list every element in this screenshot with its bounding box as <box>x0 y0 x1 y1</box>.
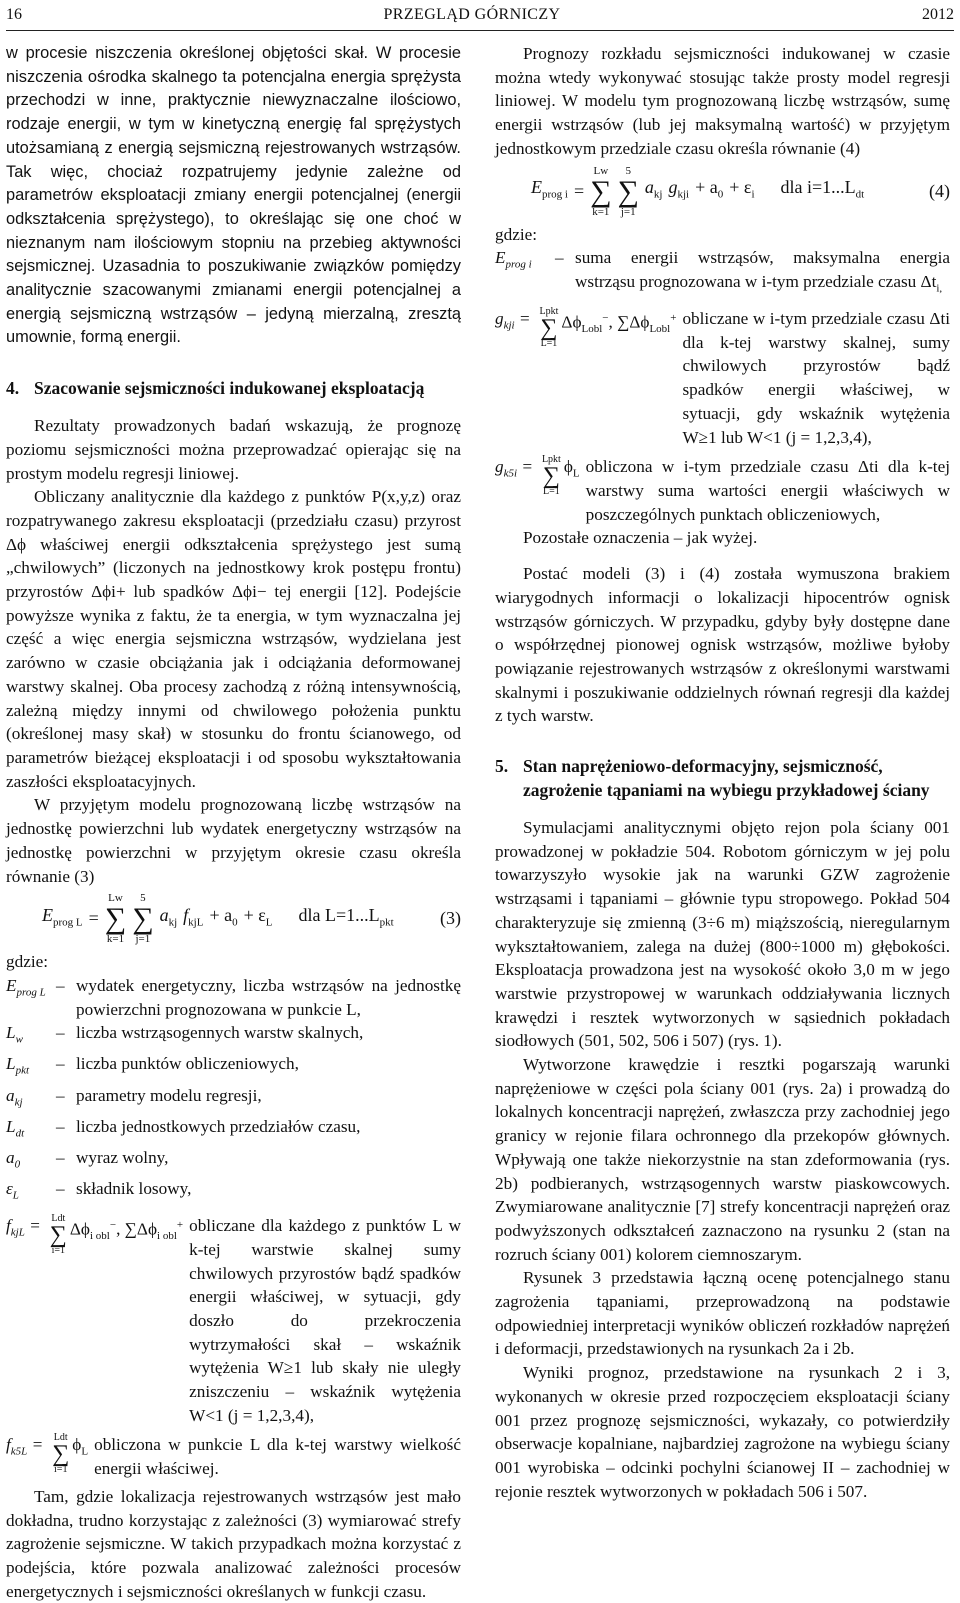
paragraph: Postać modeli (3) i (4) została wymuszona brakiem wiarygodnych informacji o lokalizacji hipocentrów ognisk wstrząsów górniczych. W przypadku, gdyby były dostępne dane o współrzędnej pionowej ognisk wstrząsów, możliwe byłoby powiązanie rejestrowanych wstrząsów z określonymi warstwami skalnymi i poszukiwanie oddzielnych równań regresji dla każdej z tych warstw. <box>495 564 950 726</box>
definition-item-fkjl: $f_{kjL}$ = Ldt ∑ i=1 $\Delta\phi_{i obl}^-$, $\sum\Delta\phi_{i obl}^+$ obliczane dla każdego z punktów L w k-tej warstwie skalnej sumy chwilowych przyrostów bądź spadków energii właściwej, w sytuacji, gdy doszło do przekroczenia wytrzymałości skał – wskaźnik wytężenia W≥1 lub skały nie uległy zniszczeniu – wskaźnik wytężenia W<1 (j = 1,2,3,4), <box>6 1214 461 1427</box>
paragraph: Rysunek 3 przedstawia łączną ocenę potencjalnego stanu zagrożenia tąpaniami, przeprowadzoną na podstawie odpowiedniej interpretacji wyników obliczeń rozkładów naprężeń i deformacji, przedstawionych na rysunkach 2a i 2b. <box>495 1268 950 1359</box>
definition-item: $a_0$ – wyraz wolny, <box>6 1147 169 1171</box>
definition-item: $L_{dt}$ – liczba jednostkowych przedziałów czasu, <box>6 1116 361 1140</box>
definition-item-fk5l: $f_{k5L}$ = Ldt ∑ i=1 $\phi_L$ obliczona w punkcie L dla k-tej warstwy wielkość energii właściwej. <box>6 1433 461 1480</box>
definition-item: $L_w$ – liczba wstrząsogennych warstw skalnych, <box>6 1023 364 1046</box>
sum-symbol: Ldt ∑ i=1 <box>49 1213 67 1257</box>
equation-3: $E_{prog L}$ = Lw ∑ k=1 5 ∑ j=1 $a_{kj}$ $f_{kjL}$ + $a_0$ + $\varepsilon_L$ dla $L=1...L_{pkt}$ (3) <box>42 892 461 946</box>
sum-symbol: Lw ∑ k=1 <box>104 892 127 946</box>
sum-symbol: Ldt ∑ i=1 <box>52 1432 70 1476</box>
definition-item: $E_{prog i}$ – suma energii wstrząsów, maksymalna energia wstrząsu prognozowana w i-tym przedziale czasu $\Delta t_{i,}$ <box>495 248 950 295</box>
section-heading-5: 5. Stan naprężeniowo-deformacyjny, sejsmiczność, zagrożenie tąpaniami na wybiegu przykładowej ściany <box>495 756 930 801</box>
paragraph: Symulacjami analitycznymi objęto rejon pola ściany 001 prowadzonej w pokładzie 504. Robotom górniczym w jej polu towarzyszyło wysokie jak na warunki GZW zagrożenie wstrząsami i tąpaniami – głównie typu stropowego. Pokład 504 charakteryzuje się zmienną (3÷6 m) miąższością, nieregularnym wykształtowaniem, zalega na dużej (800÷1000 m) głębokości. Eksploatacja prowadzona jest na wysokość około 3,0 m w jego warstwie przystropowej w warunkach oddziaływania licznych krawędzi i resztek wytworzonych w sąsiednich pokładach siodłowych (501, 502, 506 i 507) (rys. 1). <box>495 818 950 1051</box>
paragraph: Obliczany analitycznie dla każdego z punktów P(x,y,z) oraz rozpatrywanego zakresu eksploatacji (przedziału czasu) przyrost Δϕ właściwej energii odkształcenia sprężystego jest sumą „chwilowych” (liczonych na jednostkowy krok postępu frontu) przyrostów Δϕi+ lub spadków Δϕi− tej energii [12]. Podejście powyższe wynika z faktu, że ta energia, w tym wyznaczalna jej część a więc energia sejsmiczna wstrząsów, wydzielana jest zarówno w czasie obciążania jak i odciążania deformowanej warstwy skalnej. Oba procesy zachodzą z różną intensywnością, zależną między innymi od chwilowego położenia punktu (określonej masy skał) w stosunku do frontu ścianowego, od parametrów bieżącej eksploatacji i od sposobu wykształtowania zaszłości eksploatacyjnych. <box>6 487 461 791</box>
equation-4: $E_{prog i}$ = Lw ∑ k=1 5 ∑ j=1 $a_{kj}$ $g_{kji}$ + $a_0$ + $\varepsilon_i$ dla $i=1...L_{dt}$ (4) <box>531 164 950 218</box>
paragraph: w procesie niszczenia określonej objętości skał. W procesie niszczenia ośrodka skalnego ta potencjalna energia sprężysta przechodzi w inne, praktycznie niewyznaczalne ilościowo, rodzaje energii, w tym w kinetyczną energię fal sprężystych utożsamianą z energią sejsmiczną rejestrowanych wstrząsów. Tak więc, chociaż rozpatrujemy jedynie zależne od parametrów eksploatacji zmiany energii potencjalnej (energii odkształcenia sprężystego), to określając się one choć w nieznanym nam ilościowym stopniu na przebieg aktywności sejsmicznej. Uzasadnia to poszukiwanie związków pomiędzy analitycznie szacowanymi zmianami energii potencjalnej a energią sejsmiczną wstrząsów – jedyną mierzalną, zresztą umownie, formą energii. <box>6 44 461 347</box>
other-notation: Pozostałe oznaczenia – jak wyżej. <box>523 528 758 548</box>
definition-item-gk5i: $g_{k5i}$ = Lpkt ∑ L=1 $\phi_L$ obliczona w i-tym przedziale czasu Δti dla k-tej warstwy suma wartości energii właściwych w poszczególnych punktach obliczeniowych, <box>495 455 950 526</box>
right-column <box>495 42 950 1503</box>
definitions-list <box>6 974 461 1481</box>
paragraph: Tam, gdzie lokalizacja rejestrowanych wstrząsów jest mało dokładna, trudno korzystając z zależności (3) wymiarować strefy zagrożenie sejsmiczne. W takich przypadkach można korzystać z podejścia, które pozwala analizować zależności procesów energetycznych i sejsmiczności określanych w funkcji czasu. <box>6 1486 461 1601</box>
page-number: 16 <box>6 6 22 24</box>
sum-symbol: 5 ∑ j=1 <box>132 892 154 946</box>
journal-title: PRZEGLĄD GÓRNICZY <box>383 6 561 24</box>
definition-item: $\varepsilon_L$ – składnik losowy, <box>6 1179 192 1202</box>
paragraph: W przyjętym modelu prognozowaną liczbę wstrząsów na jednostkę powierzchni lub wydatek energetyczny wstrząsów na jednostkę powierzchni w przyjętym okresie czasu określa równanie (3) <box>6 795 461 886</box>
paragraph: Rezultaty prowadzonych badań wskazują, że prognozę poziomu sejsmiczności można przeprowadzać opierając się na prostym modelu regresji liniowej. <box>6 416 461 483</box>
sum-symbol: Lpkt ∑ L=1 <box>539 306 559 350</box>
header-rule <box>6 30 954 31</box>
sum-symbol: 5 ∑ j=1 <box>617 164 639 218</box>
running-header <box>6 4 954 26</box>
left-column <box>6 42 461 1603</box>
definition-item: $L_{pkt}$ – liczba punktów obliczeniowych, <box>6 1054 299 1077</box>
sum-symbol: Lpkt ∑ L=1 <box>541 454 561 498</box>
definition-item-gkji: $g_{kji}$ = Lpkt ∑ L=1 $\Delta\phi_{Lobl}^-$, $\sum\Delta\phi_{Lobl}^+$ obliczane w i-tym przedziale czasu Δti dla k-tej warstwy skalnej, sumy chwilowych przyrostów bądź spadków energii właściwej, w sytuacji, gdy wskaźnik wytężenia W≥1 lub W<1 (j = 1,2,3,4), <box>495 307 950 449</box>
gdzie-label: gdzie: <box>495 224 537 244</box>
definition-item: $E_{prog L}$ – wydatek energetyczny, liczba wstrząsów na jednostkę powierzchni prognozowana w punkcie L, <box>6 975 461 1019</box>
gdzie-label: gdzie: <box>6 952 48 972</box>
sum-symbol: Lw ∑ k=1 <box>590 164 612 218</box>
definition-item: $a_{kj}$ – parametry modelu regresji, <box>6 1085 262 1109</box>
year: 2012 <box>922 6 954 24</box>
paragraph: Prognozy rozkładu sejsmiczności indukowanej w czasie można wtedy wykonywać stosując także prosty model regresji liniowej. W modelu tym prognozowaną liczbę wstrząsów, sumę energii wstrząsów (lub jej maksymalną wartość) w przyjętym jednostkowym przedziale czasu określa równanie (4) <box>495 44 950 158</box>
paragraph: Wyniki prognoz, przedstawione na rysunkach 2 i 3, wykonanych w okresie przed rozpoczęciem eksploatacji ściany 001 przez prognozę sejsmiczności, wykazały, co potwierdziły obserwacje kopalniane, najbardziej zagrożone na wybiegu ściany 001 wyrobiska – odcinki pochylni ścianowej II – zachodniej w rejonie resztek wytworzonych w pokładach 506 i 507. <box>495 1363 950 1501</box>
section-heading-4: 4. Szacowanie sejsmiczności indukowanej eksploatacją <box>6 378 425 399</box>
paragraph: Wytworzone krawędzie i resztki pogarszają warunki naprężeniowe w części pola ściany 001 (rys. 2a) i prowadzą do lokalnych koncentracji naprężeń, zwłaszcza przy zachodniej jego granicy w rejonie filara ochronnego dla przekopów głównych. Wpływają one także niekorzystnie na stan zdeformowania (rys. 2b) podbieranych, wstrząsogennych warstw piaskowcowych. Zwymiarowane analitycznie [7] strefy koncentracji naprężeń oraz podwyższonych odkształceń zaznaczono na rysunku 2 (stan na rozruch ściany 001) kolorem ciemnoszarym. <box>495 1055 950 1264</box>
